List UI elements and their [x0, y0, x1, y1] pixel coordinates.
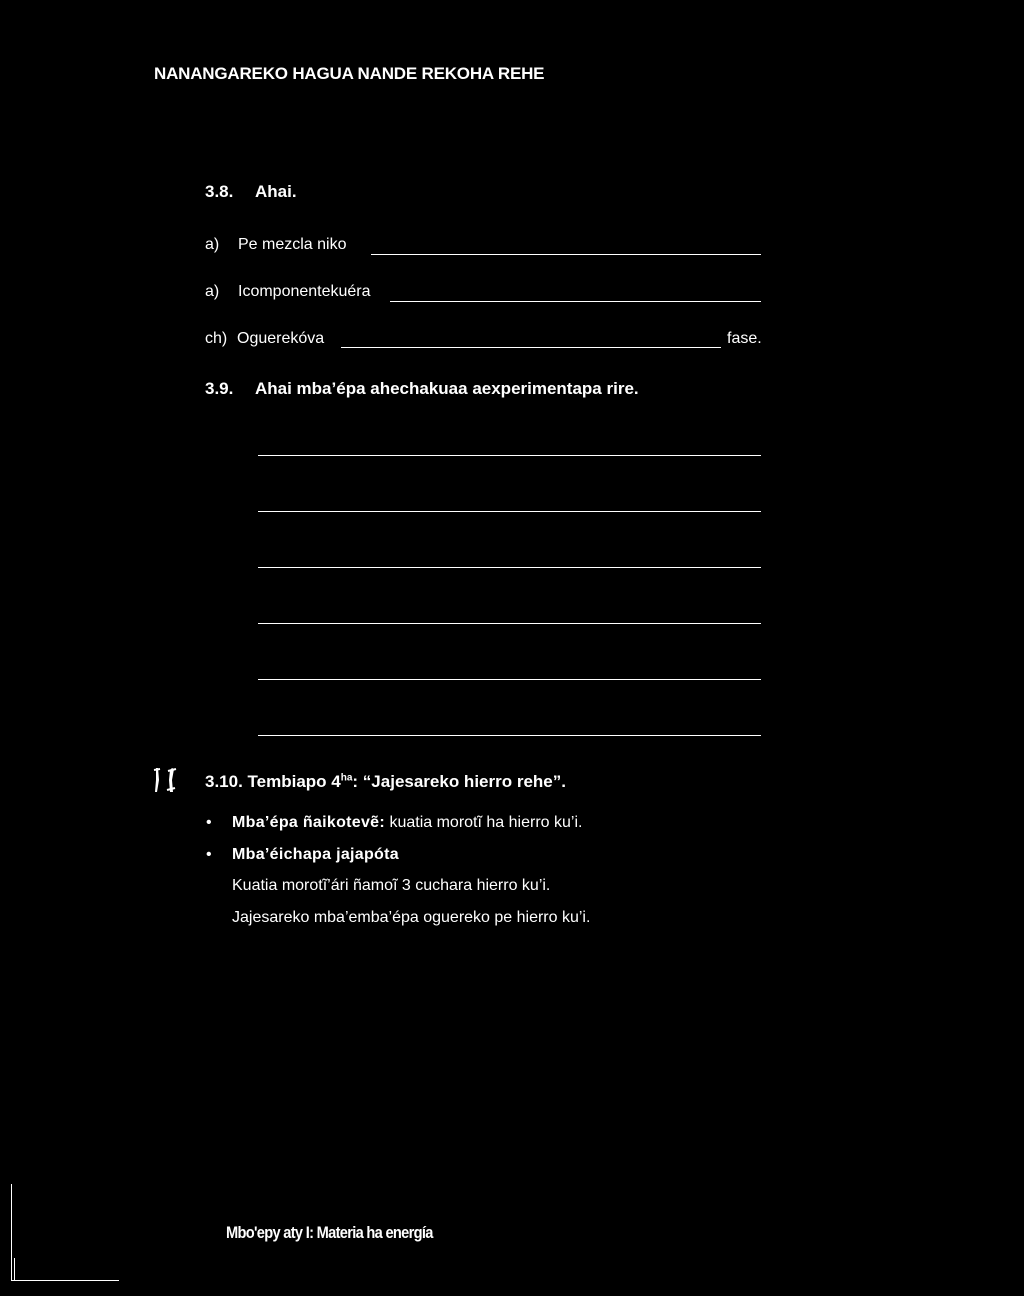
scissors-icon: [152, 766, 182, 794]
answer-blank[interactable]: [371, 254, 761, 255]
bullet-item-procedure: [206, 846, 399, 864]
footer-border-vertical: [11, 1184, 12, 1280]
answer-line[interactable]: [258, 567, 761, 568]
answer-line[interactable]: [258, 735, 761, 736]
question-number: 3.8.: [205, 182, 234, 201]
question-3-8-item-a2: [205, 283, 371, 301]
question-3-9-title: [205, 379, 639, 399]
answer-line[interactable]: [258, 511, 761, 512]
answer-line[interactable]: [258, 455, 761, 456]
question-number: 3.9.: [205, 379, 234, 398]
question-3-8-title: [205, 182, 297, 202]
item-marker: a): [205, 283, 220, 300]
question-text-start: Tembiapo 4: [247, 772, 341, 791]
item-marker: a): [205, 236, 220, 253]
bullet-text: kuatia morotĩ ha hierro ku’i.: [385, 814, 583, 831]
bullet-label: Mba’éichapa jajapóta: [232, 846, 399, 863]
procedure-step: Jajesareko mba’emba’épa oguereko pe hierro ku’i.: [232, 909, 591, 926]
bullet-icon: •: [206, 814, 212, 831]
footer-border-tick: [14, 1258, 15, 1280]
bullet-icon: •: [206, 846, 212, 863]
page-header-title: NANANGAREKO HAGUA NANDE REKOHA REHE: [154, 64, 545, 83]
footer-border-horizontal: [11, 1280, 119, 1281]
answer-blank[interactable]: [341, 347, 721, 348]
item-label: Icomponentekuéra: [238, 283, 371, 300]
question-3-10-title: [205, 772, 566, 792]
item-label: Oguerekóva: [237, 330, 325, 347]
item-suffix: fase.: [727, 330, 762, 347]
bullet-label: Mba’épa ñaikotevẽ:: [232, 814, 386, 831]
question-text-end: : “Jajesareko hierro rehe”.: [352, 772, 566, 791]
item-label: Pe mezcla niko: [238, 236, 347, 253]
answer-blank[interactable]: [390, 301, 761, 302]
question-text: Ahai mba’épa ahechakuaa aexperimentapa rire.: [255, 379, 639, 398]
question-3-8-item-a1: [205, 236, 347, 254]
question-3-8-item-ch: [205, 330, 324, 348]
answer-line[interactable]: [258, 623, 761, 624]
bullet-item-materials: [206, 814, 582, 832]
ordinal-superscript: ha: [340, 772, 353, 784]
footer-title: Mbo'epy aty I: Materia ha energía: [226, 1223, 433, 1242]
answer-line[interactable]: [258, 679, 761, 680]
procedure-step: Kuatia morotĩ’ári ñamoĩ 3 cuchara hierro ku’i.: [232, 877, 551, 894]
item-marker: ch): [205, 330, 228, 347]
question-text: Ahai.: [255, 182, 297, 201]
question-number: 3.10.: [205, 772, 243, 791]
